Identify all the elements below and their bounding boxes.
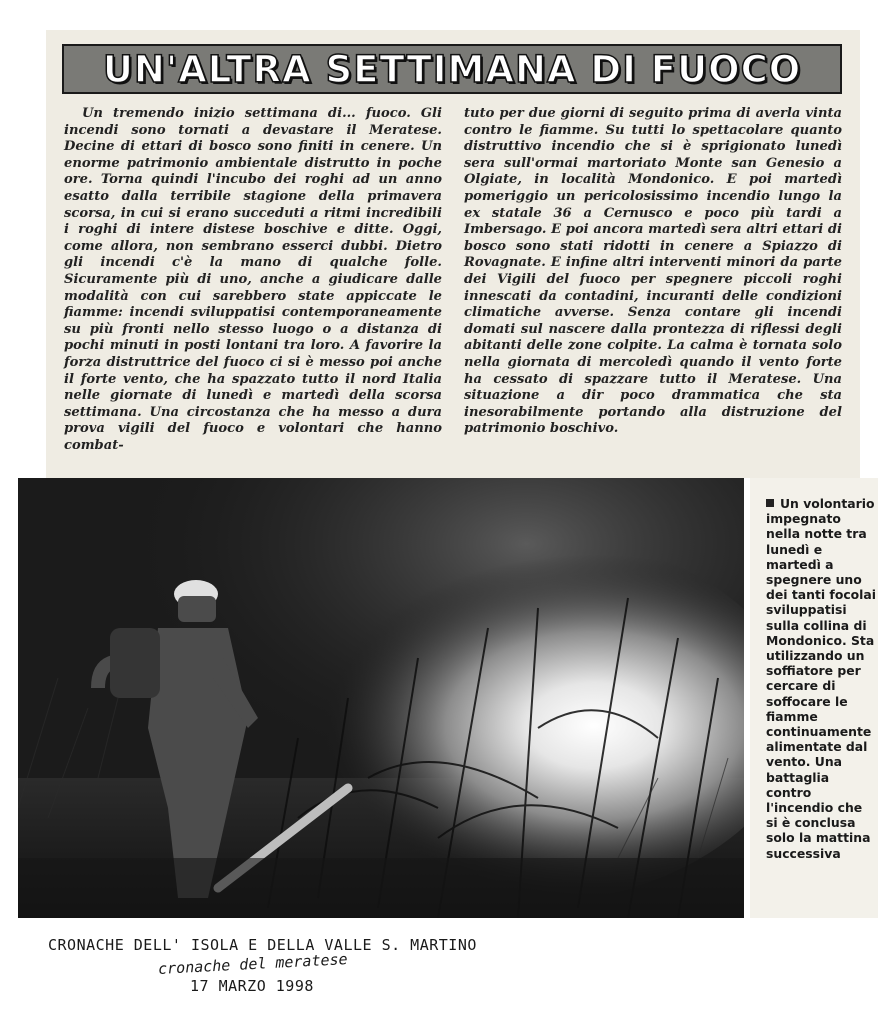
note-line-date: 17 MARZO 1998 bbox=[190, 977, 314, 995]
article-text-right: tuto per due giorni di seguito prima di averla vinta contro le fiamme. Su tutti lo spettacolare quanto distruttivo incendio che si è sprigionato lunedì sera sull'ormai martoriato Monte san Genesio a Olgiate, in località Mondonico. E poi martedì pomeriggio un pericolosissimo incendio lungo la ex statale 36 a Cernusco e poco più tardi a Imbersago. E poi ancora martedì sera altri ettari di bosco sono stati ridotti in cenere a Spiazzo di Rovagnate. E infine altri interventi minori da parte dei Vigili del fuoco per spegnere piccoli roghi innescati da contadini, incuranti delle condizioni climatiche avverse. Senza contare gli incendi domati sul nascere dalla prontezza di riflessi degli abitanti delle zone colpite. La calma è tornata solo nella giornata di mercoledì quando il vento forte ha cessato di spazzare tutto il Meratese. Una situazione a dir poco drammatica che sta inesorabilmente portando alla distruzione del patrimonio boschivo. bbox=[464, 106, 842, 437]
note-line-newspaper: CRONACHE DELL' ISOLA E DELLA VALLE S. MARTINO bbox=[48, 936, 477, 954]
article-column-right bbox=[464, 106, 842, 438]
handwritten-note bbox=[40, 930, 560, 1010]
headline: UN'ALTRA SETTIMANA DI FUOCO bbox=[102, 47, 802, 91]
newspaper-clipping bbox=[46, 30, 860, 480]
photo-caption-text: Un volontario impegnato nella notte tra lunedì e martedì a spegnere uno dei tanti focolai sviluppatisi sulla collina di Mondonico. Sta utilizzando un soffiatore per cercare di soffocare le fiamme continuamente alimentate dal vento. Una battaglia contro l'incendio che si è conclusa solo la mattina successiva bbox=[766, 496, 877, 861]
note-line-section: cronache del meratese bbox=[157, 950, 348, 978]
firefighter-photo-image bbox=[18, 478, 744, 918]
photo-section bbox=[18, 478, 878, 918]
article-column-left bbox=[64, 106, 442, 454]
article-text-left: Un tremendo inizio settimana di... fuoco. Gli incendi sono tornati a devastare il Meratese. Decine di ettari di bosco sono finiti in cenere. Un enorme patrimonio ambientale distrutto in poche ore. Torna quindi l'incubo dei roghi ad un anno esatto dalla terribile stagione della primavera scorsa, in cui si erano succeduti a ritmi incredibili i roghi di intere distese boschive e ditte. Oggi, come allora, non sembrano esserci dubbi. Dietro gli incendi c'è la mano di qualche folle. Sicuramente più di uno, anche a giudicare dalle modalità con cui sarebbero state appiccate le fiamme: incendi sviluppatisi contemporaneamente su più fronti nello stesso luogo o a distanza di pochi minuti in posti lontani tra loro. A favorire la forza distruttrice del fuoco ci si è messo poi anche il forte vento, che ha spazzato tutto il nord Italia nelle giornate di lunedì e martedì della scorsa settimana. Una circostanza che ha messo a dura prova vigili del fuoco e volontari che hanno combat- bbox=[64, 106, 442, 453]
photo-caption bbox=[766, 496, 878, 861]
caption-column bbox=[750, 478, 878, 918]
article-body bbox=[64, 106, 846, 472]
headline-banner bbox=[62, 44, 842, 94]
firefighter-photo bbox=[18, 478, 744, 918]
bullet-square-icon bbox=[766, 499, 774, 507]
